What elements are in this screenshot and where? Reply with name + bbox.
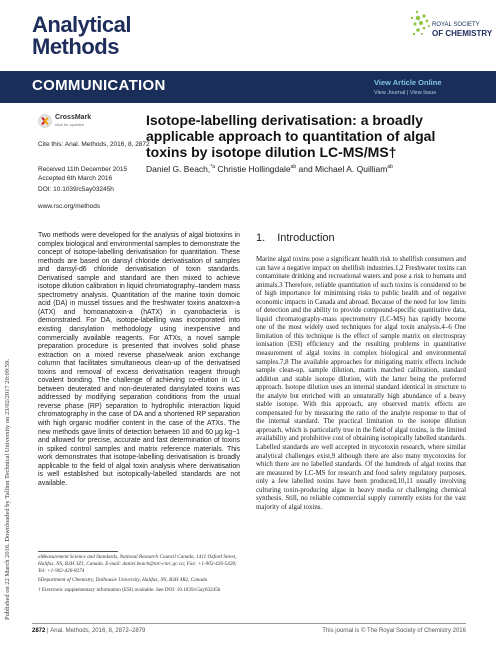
publisher-line1: ROYAL SOCIETY [432,22,480,28]
crossmark-icon [38,114,52,128]
journal-title-line1: Analytical [32,12,131,37]
download-notice: Published on 22 March 2016. Downloaded by Tallinn Technical University on 23/02/2017 20:09:59. [4,359,11,620]
page-number: 2872 [32,628,46,634]
view-journal-issue-links[interactable]: View Journal | View Issue [374,90,437,96]
crossmark-sub: click for updates [55,122,84,127]
footer-citation: Anal. Methods, 2016, 8, 2872–2879 [50,628,146,634]
rsc-url[interactable]: www.rsc.org/methods [38,203,101,210]
footer-copyright: This journal is © The Royal Society of Chemistry 2016 [322,628,466,634]
crossmark-badge[interactable] [38,113,98,129]
crossmark-label: CrossMark [55,114,92,121]
received-date: Received 11th December 2015 [38,166,128,173]
journal-title-line2: Methods [32,34,119,59]
abstract: Two methods were developed for the analysis of algal biotoxins in complex biological and environmental samples to demonstrate the concept of isotope-labelling derivatisation for quantitation. These methods are based on dansyl chloride derivatisation of samples and dansyl-d6 chloride derivatisation of toxin standards. Derivatised sample and standard are then mixed to achieve isotope dilution calibration in liquid chromatography–tandem mass spectrometry analysis. Quantitation of the marine toxin domoic acid (DA) in mussel tissues and the freshwater toxins anatoxin-a (ATX) and homoanatoxin-a (hATX) in cyanobacteria is demonstrated. For DA, isotope-labelling was incorporated into existing dansylation methodology using inexpensive and commercially available reagents. For ATXs, a novel sample preparation procedure is presented that involves solid phase extraction on a mixed reverse phase/weak anion exchange column that facilitates simultaneous clean-up of the derivatised toxins and removal of excess derivatisation reagent through covalent bonding. The challenge of achieving co-elution in LC between deuterated and non-deuterated dansylated toxins was addressed by modifying separation conditions from the usual reverse phase (RP) separation to hydrophilic interaction liquid chromatography in the case of DA and a shortened RP separation with high organic modifier content in the case of the ATXs. The new methods gave limits of detection between 10 and 60 μg kg−1 and allowed for precise, accurate and fast determination of toxins in spiked control samples and matrix reference materials. This work demonstrates that isotope-labelling derivatisation is broadly applicable to the field of algal toxin analysis where derivatisation is well established but isotopically-labelled standards are not available. [38,232,240,487]
author-hollingdale: Christie Hollingdale [215,164,291,174]
author-quilliam-affil: ab [387,164,393,171]
introduction-body: Marine algal toxins pose a significant health risk to shellfish consumers and can have a negative impact on shellfish industries.1,2 Freshwater toxins can contaminate drinking and recreational waters and pose a risk to humans and animals.3 Therefore, reliable quantitation of such toxins is considered to be of high importance for minimising risks to public health and of negative economic impacts in Canada and abroad. Because of the need for low limits of detection and the ability to provide compound-specific quantitative data, liquid chromatography-mass spectrometry (LC-MS) has rapidly become one of the most widely used techniques for algal toxin analysis.4–6 One limitation of this technique is the effect of sample matrix on electrospray ionisation (ESI) efficiency and the resulting problems in quantitative measurement of algal toxins in complex biological and environmental samples.7,8 The available approaches for mitigating matrix effects include sample clean-up, sample dilution, matrix matched calibration, standard addition and stable isotope dilution, with the latter being the preferred approach. Isotope dilution uses an internal standard identical in structure to the analyte but enriched with an unnaturally high abundance of a heavy stable isotope. With this approach, any observed matrix effects are compensated for by measuring the ratio of the analyte response to that of the internal standard. The practical limitation to the isotope dilution approach, which is particularly true in the field of algal toxins, is the limited availability and prohibitive cost of obtaining isotopically labelled standards. Labelled standards are well accepted in mycotoxin research, where similar analytical challenges exist,9 although there are also many mycotoxins for which there are no labelled standards. Of the hundreds of algal toxins that are measured by LC-MS for research and food safety regulatory purposes, only a few labelled toxins have been produced,10,11 usually involving culturing toxin-producing algae in heavy media or challenging chemical synthesis. Still, no reliable commercial supply currently exists for the vast majority of algal toxins. [256,256,466,511]
author-beach-affil: *a [210,164,215,171]
section-number: 1. [256,232,266,244]
footnotes [38,554,240,596]
doi[interactable]: DOI: 10.1039/c5ay03245h [38,186,114,193]
journal-title [32,14,131,58]
footer-left: 2872 | Anal. Methods, 2016, 8, 2872–2879 [32,628,146,634]
footnote-affiliation-b: bDepartment of Chemistry, Dalhousie University, Halifax, NS, B3H 4R2, Canada [38,577,208,584]
section-heading-introduction [256,232,335,244]
publisher-line2: OF CHEMISTRY [432,29,493,38]
received-dates [38,165,127,183]
footnote-esi: † Electronic supplementary information (ESI) available. See DOI: 10.1039/c5ay03245h [38,586,221,593]
section-title: Introduction [277,232,335,244]
article-type: COMMUNICATION [32,77,166,94]
author-hollingdale-affil: ab [290,164,297,171]
author-beach: Daniel G. Beach, [146,164,211,174]
publisher-name [432,22,492,38]
footnote-divider [38,551,118,552]
footnote-affiliation-a: aMeasurement Science and Standards, National Research Council Canada, 1411 Oxford Street, Halifax, NS, B3H 3Z1, Canada. E-mail: daniel.beach@nrc-cnrc.gc.ca; Fax: +1-902-426-5426; Tel: +1-902-426-8274 [38,554,237,574]
view-article-online-link[interactable]: View Article Online [374,78,442,87]
article-title: Isotope-labelling derivatisation: a broadly applicable approach to quantitation of algal toxins by isotope dilution LC-MS/MS† [146,112,436,160]
footer-right [300,628,466,634]
authors [146,164,393,174]
cite-this: Cite this: Anal. Methods, 2016, 8, 2872 [38,141,150,148]
accepted-date: Accepted 6th March 2016 [38,175,113,182]
footer-divider [32,623,466,624]
author-quilliam: and Michael A. Quilliam [296,164,388,174]
